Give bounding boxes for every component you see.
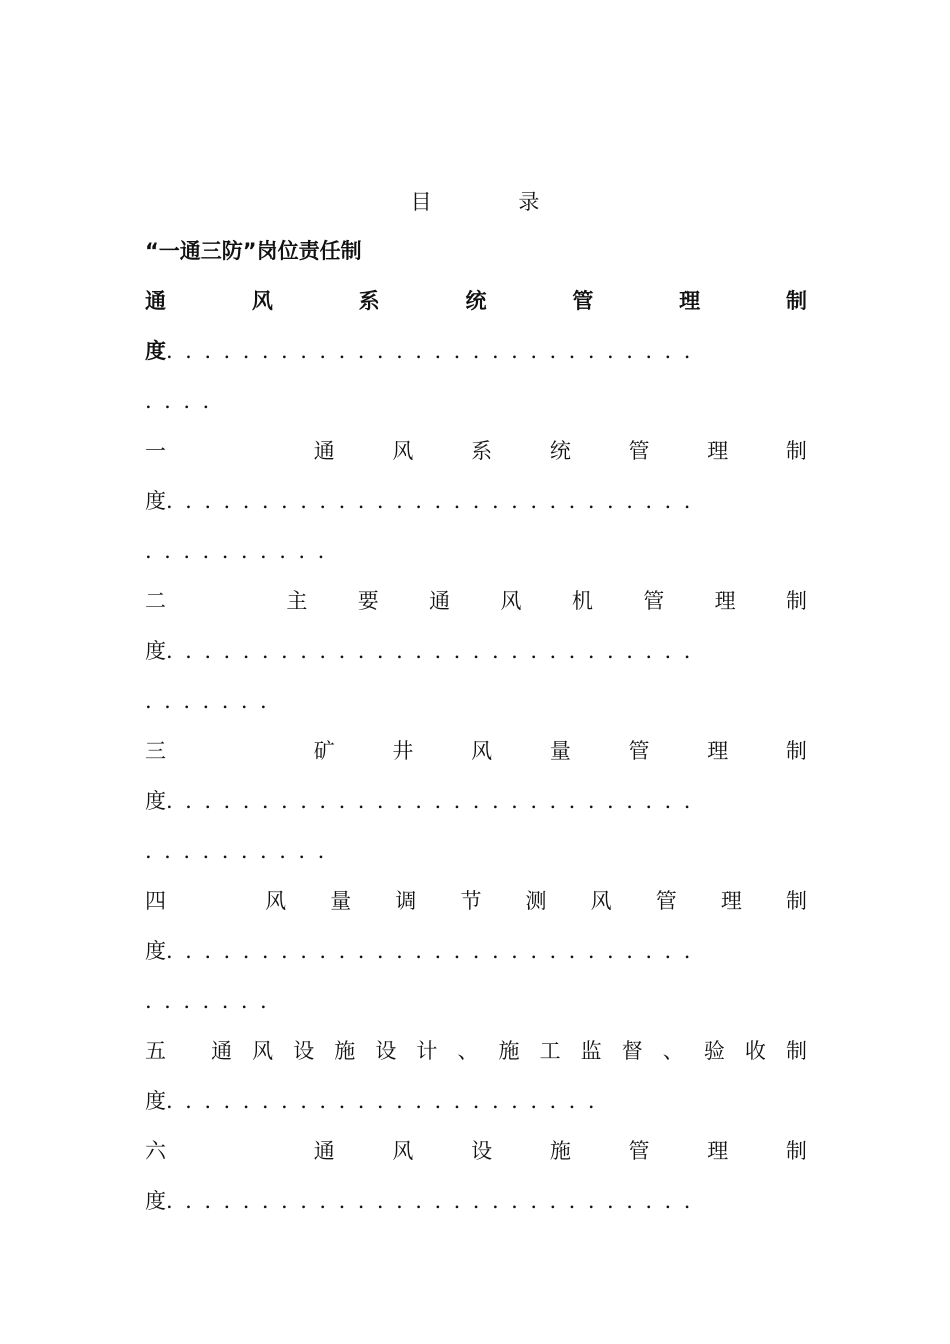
toc-number: 六 bbox=[145, 1139, 166, 1163]
toc-char: 设 bbox=[471, 1139, 493, 1163]
toc-char: 风 bbox=[471, 739, 493, 763]
toc-entry-0-leader bbox=[145, 336, 807, 366]
toc-char: 理 bbox=[679, 289, 701, 313]
toc-char: 、 bbox=[457, 1039, 479, 1063]
toc-entry-3-leader bbox=[145, 786, 807, 816]
toc-entry-6-leader bbox=[145, 1186, 807, 1216]
toc-char: 管 bbox=[643, 589, 665, 613]
toc-label: 度 bbox=[145, 1089, 166, 1113]
toc-char: 理 bbox=[720, 889, 742, 913]
toc-char: 通 bbox=[313, 439, 335, 463]
toc-char: 量 bbox=[330, 889, 352, 913]
toc-char: 制 bbox=[785, 889, 807, 913]
toc-char: 施 bbox=[498, 1039, 520, 1063]
toc-entry-4-title[interactable] bbox=[145, 886, 807, 916]
toc-char: 风 bbox=[251, 289, 273, 313]
toc-entry-5-title[interactable] bbox=[145, 1036, 807, 1066]
toc-number: 二 bbox=[145, 589, 166, 613]
toc-char: 通 bbox=[313, 1139, 335, 1163]
toc-char: 测 bbox=[525, 889, 547, 913]
toc-char: 制 bbox=[785, 1039, 807, 1063]
toc-char: 管 bbox=[655, 889, 677, 913]
toc-char: 设 bbox=[293, 1039, 315, 1063]
toc-label: 度 bbox=[145, 939, 166, 963]
toc-char: 机 bbox=[571, 589, 593, 613]
toc-char: 管 bbox=[572, 289, 594, 313]
toc-char: 调 bbox=[395, 889, 417, 913]
toc-entry-1-title[interactable] bbox=[145, 436, 807, 466]
toc-number: 三 bbox=[145, 739, 166, 763]
toc-char: 要 bbox=[357, 589, 379, 613]
toc-char: 管 bbox=[628, 739, 650, 763]
toc-char: 统 bbox=[465, 289, 487, 313]
toc-char: 风 bbox=[265, 889, 287, 913]
toc-title: 目 录 bbox=[410, 190, 580, 214]
toc-entry-3-leader-cont: .......... bbox=[145, 839, 337, 863]
toc-char: 制 bbox=[785, 439, 807, 463]
toc-char: 矿 bbox=[313, 739, 335, 763]
toc-char: 风 bbox=[392, 1139, 414, 1163]
toc-char: 制 bbox=[785, 739, 807, 763]
toc-number: 五 bbox=[145, 1039, 166, 1063]
toc-label: 度 bbox=[145, 789, 166, 813]
toc-char: 制 bbox=[785, 1139, 807, 1163]
toc-entry-6-title[interactable] bbox=[145, 1136, 807, 1166]
toc-char: 理 bbox=[707, 739, 729, 763]
toc-char: 收 bbox=[744, 1039, 766, 1063]
toc-char: 井 bbox=[392, 739, 414, 763]
toc-char: 风 bbox=[252, 1039, 274, 1063]
toc-char: 设 bbox=[375, 1039, 397, 1063]
toc-entry-4-leader bbox=[145, 936, 807, 966]
toc-label: 度 bbox=[145, 339, 166, 363]
toc-char: 理 bbox=[707, 1139, 729, 1163]
toc-leader-dots: ............................ bbox=[166, 1189, 703, 1213]
toc-char: 通 bbox=[211, 1039, 233, 1063]
toc-number: 一 bbox=[145, 439, 166, 463]
toc-char: 施 bbox=[334, 1039, 356, 1063]
toc-char: 理 bbox=[707, 439, 729, 463]
toc-entry-1-leader-cont: .......... bbox=[145, 539, 337, 563]
toc-char: 理 bbox=[714, 589, 736, 613]
toc-label: 度 bbox=[145, 639, 166, 663]
toc-char: 管 bbox=[628, 1139, 650, 1163]
toc-char: 制 bbox=[786, 589, 807, 613]
toc-char: 施 bbox=[549, 1139, 571, 1163]
toc-leader-dots: ............................ bbox=[166, 339, 703, 363]
toc-char: 系 bbox=[358, 289, 380, 313]
toc-leader-dots: ............................ bbox=[166, 639, 703, 663]
toc-char: 督 bbox=[621, 1039, 643, 1063]
toc-entry-4-leader-cont: ....... bbox=[145, 989, 280, 1013]
toc-char: 管 bbox=[628, 439, 650, 463]
toc-entry-1-leader bbox=[145, 486, 807, 516]
toc-char: 风 bbox=[392, 439, 414, 463]
toc-char: 验 bbox=[703, 1039, 725, 1063]
toc-entry-0-leader-cont: .... bbox=[145, 389, 222, 413]
toc-leader-dots: ............................ bbox=[166, 489, 703, 513]
toc-char: 制 bbox=[785, 289, 807, 313]
toc-char: 监 bbox=[580, 1039, 602, 1063]
toc-char: 通 bbox=[429, 589, 451, 613]
toc-entry-2-leader bbox=[145, 636, 807, 666]
toc-leader-dots: ............................ bbox=[166, 789, 703, 813]
toc-char: 风 bbox=[500, 589, 522, 613]
toc-entry-0-title[interactable] bbox=[145, 286, 807, 316]
toc-label: 度 bbox=[145, 1189, 166, 1213]
toc-entry-5-leader bbox=[145, 1086, 807, 1116]
toc-entry-2-leader-cont: ....... bbox=[145, 689, 280, 713]
toc-char: 系 bbox=[471, 439, 493, 463]
toc-char: 量 bbox=[549, 739, 571, 763]
toc-char: 工 bbox=[539, 1039, 561, 1063]
toc-entry-2-title[interactable] bbox=[145, 586, 807, 616]
toc-char: 主 bbox=[286, 589, 308, 613]
toc-char: 统 bbox=[549, 439, 571, 463]
toc-entry-3-title[interactable] bbox=[145, 736, 807, 766]
toc-char: 节 bbox=[460, 889, 482, 913]
toc-leader-dots: ....................... bbox=[166, 1089, 608, 1113]
toc-char: 计 bbox=[416, 1039, 438, 1063]
toc-leader-dots: ............................ bbox=[166, 939, 703, 963]
toc-char: 风 bbox=[590, 889, 612, 913]
toc-label: 度 bbox=[145, 489, 166, 513]
toc-number: 四 bbox=[145, 889, 166, 913]
toc-char: 、 bbox=[662, 1039, 684, 1063]
toc-heading: “一通三防”岗位责任制 bbox=[145, 239, 362, 263]
toc-char: 通 bbox=[145, 289, 166, 313]
